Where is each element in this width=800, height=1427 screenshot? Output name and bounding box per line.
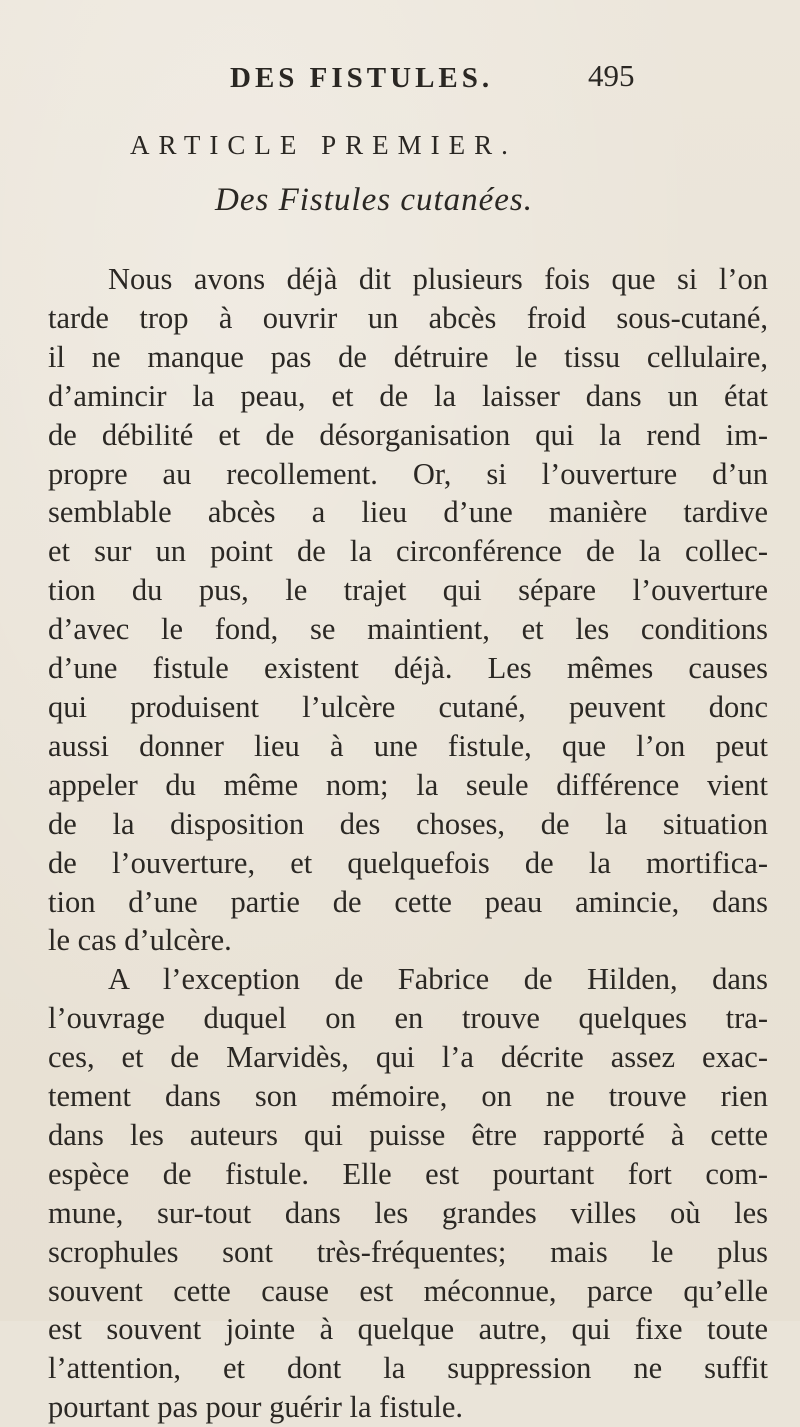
text-line: de débilité et de désorganisation qui la rend im- — [48, 417, 768, 452]
text-line: scrophules sont très-fréquentes; mais le plus — [48, 1234, 768, 1269]
text-line: espèce de fistule. Elle est pourtant fort com- — [48, 1156, 768, 1191]
text-line: qui produisent l’ulcère cutané, peuvent donc — [48, 689, 768, 724]
paragraph-1 — [48, 260, 768, 960]
text-line: A l’exception de Fabrice de Hilden, dans — [108, 962, 768, 997]
text-line: tion d’une partie de cette peau amincie, dans — [48, 884, 768, 919]
text-line: l’ouvrage duquel on en trouve quelques tra- — [48, 1001, 768, 1036]
text-line: d’avec le fond, se maintient, et les conditions — [48, 612, 768, 647]
text-line: aussi donner lieu à une fistule, que l’on peut — [48, 728, 768, 763]
text-line: souvent cette cause est méconnue, parce qu’elle — [48, 1273, 768, 1308]
text-line: tement dans son mémoire, on ne trouve rien — [48, 1079, 768, 1114]
text-line: est souvent jointe à quelque autre, qui fixe toute — [48, 1312, 768, 1347]
text-line: dans les auteurs qui puisse être rapporté à cette — [48, 1117, 768, 1152]
page-number: 495 — [588, 58, 635, 93]
text-line: ces, et de Marvidès, qui l’a décrite assez exac- — [48, 1040, 768, 1075]
text-line: semblable abcès a lieu d’une manière tardive — [48, 495, 768, 530]
text-line: tarde trop à ouvrir un abcès froid sous-cutané, — [48, 300, 768, 335]
running-head: DES FISTULES. — [230, 62, 494, 94]
body-text — [48, 260, 768, 1427]
text-line: le cas d’ulcère. — [48, 923, 232, 958]
text-line: tion du pus, le trajet qui sépare l’ouverture — [48, 573, 768, 608]
text-line: Nous avons déjà dit plusieurs fois que si l’on — [108, 262, 768, 296]
text-line: il ne manque pas de détruire le tissu cellulaire, — [48, 339, 768, 374]
text-line: propre au recollement. Or, si l’ouverture d’un — [48, 456, 768, 491]
paragraph-2 — [48, 960, 768, 1427]
text-line: d’amincir la peau, et de la laisser dans un état — [48, 378, 768, 413]
text-line: mune, sur-tout dans les grandes villes où les — [48, 1195, 768, 1230]
text-line: l’attention, et dont la suppression ne suffit — [48, 1351, 768, 1386]
text-line: d’une fistule existent déjà. Les mêmes causes — [48, 651, 768, 686]
text-line: appeler du même nom; la seule différence vient — [48, 767, 768, 802]
text-line: et sur un point de la circonférence de la collec- — [48, 534, 768, 569]
section-title: Des Fistules cutanées. — [215, 182, 534, 218]
text-line: pourtant pas pour guérir la fistule. — [48, 1390, 464, 1425]
text-line: de la disposition des choses, de la situation — [48, 806, 768, 841]
article-title: ARTICLE PREMIER. — [130, 130, 517, 160]
text-line: de l’ouverture, et quelquefois de la mortifica- — [48, 845, 768, 880]
